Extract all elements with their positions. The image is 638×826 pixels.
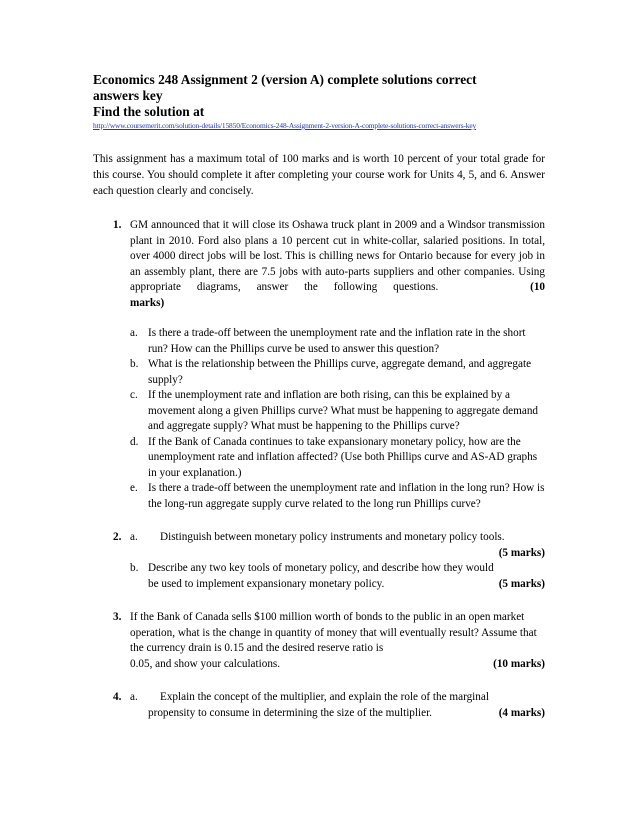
sub-question-text: propensity to consume in determining the size of the multiplier. — [148, 706, 432, 719]
sub-question-text: If the unemployment rate and inflation are both rising, can this be explained by a movement along a given Phillips curve? What must be happening to aggregate demand and aggregate supply? What must be happening to the Phillips curve? — [148, 389, 539, 432]
question-number: 2. — [113, 531, 122, 543]
sub-question — [130, 530, 545, 561]
sub-question-letter: b. — [130, 358, 139, 370]
document-title — [93, 72, 545, 120]
question-text: If the Bank of Canada sells $100 million worth of bonds to the public in an open market operation, what is the change in quantity of money that will eventually result? Assume that the currency drain is 0.15 and the desired reserve ratio is — [130, 611, 537, 654]
sub-question-text: What is the relationship between the Phillips curve, aggregate demand, and aggregate supply? — [148, 358, 532, 386]
sub-question-letter: c. — [130, 389, 138, 401]
sub-question-text: Is there a trade-off between the unemployment rate and the inflation rate in the short run? How can the Phillips curve be used to answer this question? — [148, 327, 526, 355]
marks-label: marks) — [130, 296, 165, 309]
sub-question-letter: a. — [130, 327, 138, 339]
question-4 — [93, 690, 545, 721]
document-page — [93, 72, 545, 721]
question-number: 1. — [113, 219, 122, 231]
title-line: answers key — [93, 88, 163, 103]
sub-question-text: Explain the concept of the multiplier, and explain the role of the marginal — [160, 691, 489, 703]
sub-question — [130, 326, 545, 357]
question-number: 3. — [113, 611, 122, 623]
solution-link[interactable]: http://www.coursemerit.com/solution-details/15850/Economics-248-Assignment-2-version-A-complete-solutions-correct-answers-key — [93, 121, 477, 130]
sub-question — [130, 561, 545, 592]
sub-question-text: be used to implement expansionary monetary policy. — [148, 577, 385, 590]
marks-label: (10 — [530, 281, 546, 293]
question-3 — [93, 610, 545, 672]
sub-question-letter: e. — [130, 482, 138, 494]
question-number: 4. — [113, 691, 122, 703]
question-2 — [93, 530, 545, 592]
marks-label: (10 marks) — [493, 657, 545, 670]
sub-question — [130, 435, 545, 482]
sub-question-text: Describe any two key tools of monetary policy, and describe how they would — [148, 562, 494, 574]
title-line: Find the solution at — [93, 104, 205, 119]
title-line: Economics 248 Assignment 2 (version A) complete solutions correct — [93, 72, 477, 87]
sub-question — [130, 690, 545, 721]
question-text: 0.05, and show your calculations. — [130, 657, 281, 670]
marks-label: (5 marks) — [498, 577, 545, 590]
intro-paragraph: This assignment has a maximum total of 100 marks and is worth 10 percent of your total grade for this course. You should complete it after completing your course work for Units 4, 5, and 6. Answer each question clearly and concisely. — [93, 153, 545, 197]
sub-question-text: Distinguish between monetary policy instruments and monetary policy tools. — [160, 531, 505, 543]
sub-question — [130, 388, 545, 435]
sub-question-text: Is there a trade-off between the unemployment rate and inflation in the long run? How is the long-run aggregate supply curve related to the long run Phillips curve? — [148, 482, 545, 510]
sub-question-letter: a. — [130, 531, 138, 543]
sub-question-text: If the Bank of Canada continues to take expansionary monetary policy, how are the unemployment rate and inflation affected? (Use both Phillips curve and AS-AD graphs in your explanation.) — [148, 435, 538, 479]
question-1 — [93, 218, 545, 512]
sub-question — [130, 481, 545, 512]
sub-question — [130, 357, 545, 388]
sub-question-list — [130, 326, 545, 512]
sub-question-letter: a. — [130, 691, 138, 703]
sub-question-letter: d. — [130, 435, 139, 448]
question-text: GM announced that it will close its Oshawa truck plant in 2009 and a Windsor transmission plant in 2010. Ford also plans a 10 percent cut in white-collar, salaried positions. In total, over 4000 direct jobs will be lost. This is chilling news for Ontario because for every job in an assembly plant, there are 7.5 jobs with auto-parts suppliers and other companies. Using appropriate diagrams, answer the following questions. (10 — [130, 219, 546, 293]
marks-label: (4 marks) — [498, 706, 545, 719]
marks-label: (5 marks) — [498, 546, 545, 559]
sub-question-letter: b. — [130, 562, 139, 574]
